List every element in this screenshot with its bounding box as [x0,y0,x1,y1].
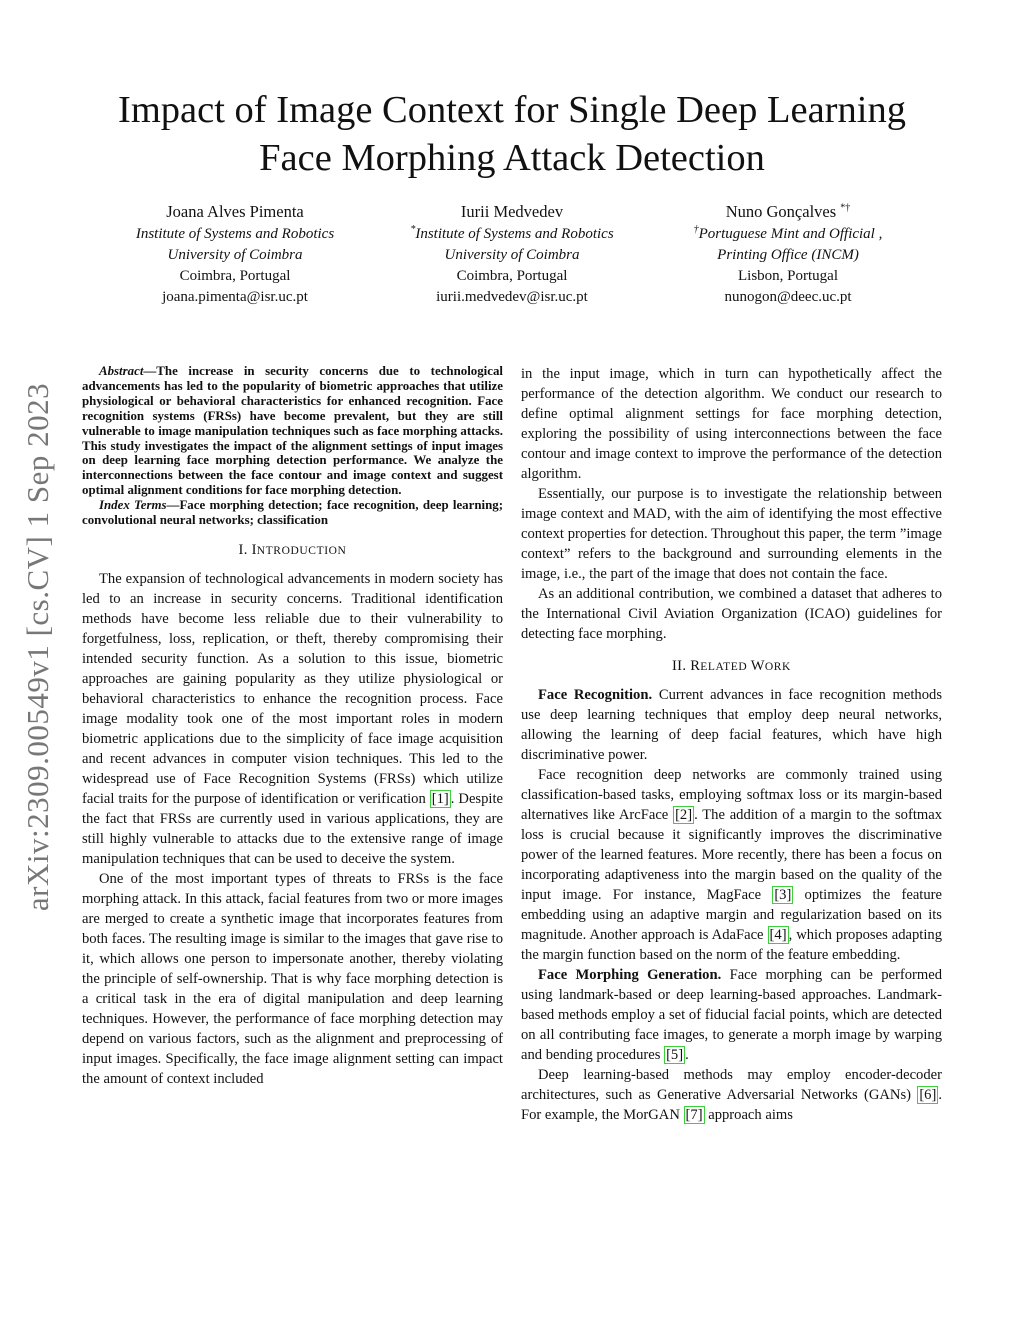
author-university: University of Coimbra [444,247,580,263]
citation-link[interactable]: [5] [666,1047,684,1063]
author-location: Coimbra, Portugal [456,268,568,284]
citation-link[interactable]: [1] [431,790,449,807]
author-university: Printing Office (INCM) [717,247,859,263]
citation-link[interactable]: [3] [774,887,792,903]
author-name: Iurii Medvedev [460,202,564,221]
abstract-label: Abstract [99,364,144,378]
related-face-morphing-generation: Face Morphing Generation. Face morphing can be performed using landmark-based or deep learning-based approaches. Landmark-based methods employ a set of fiducial facial points, which are detected on all contributing face images, to generate a morph image by warping and bending procedures [5] . [521,967,942,1063]
left-column [82,364,503,1089]
author-university: University of Coimbra [167,247,303,263]
related-paragraph-4: Deep learning-based methods may employ encoder-decoder architectures, such as Generative Adversarial Networks (GANs) [6] . For example, the MorGAN [7] approach aims [521,1067,942,1123]
intro-paragraph-4: As an additional contribution, we combined a dataset that adheres to the International Civil Aviation Organization (ICAO) guidelines for detecting face morphing. [521,586,942,642]
section-heading-related-work: II. RELATED WORK [672,658,791,674]
abstract [82,364,503,528]
abstract-text: —The increase in security concerns due to technological advancements has led to the popularity of biometric approaches that utilize physiological or behavioral characteristics for enhanced recognition. Face recognition systems (FRSs) have become prevalent, but they are still vulnerable to image manipulation techniques such as face morphing attacks. This study investigates the impact of the alignment settings of input images on deep learning face morphing detection performance. We analyze the interconnections between the face contour and image context and suggest optimal alignment conditions for face morphing detection. [82,364,503,498]
author-location: Lisbon, Portugal [738,268,838,284]
citation-link[interactable]: [2] [675,807,693,823]
title-line-2: Face Morphing Attack Detection [259,137,765,179]
related-paragraph-2: Face recognition deep networks are commonly trained using classification-based tasks, employing softmax loss or its margin-based alternatives like ArcFace [2] . The addition of a margin to the softmax loss is crucial because it significantly improves the discriminative power of the learned features. More recently, there has been a focus on incorporating adaptiveness into the margin based on the quality of the input image. For instance, MagFace [3] optimizes the feature embedding using an adaptive margin and regularization based on its magnitude. Another approach is AdaFace [4] , which proposes adapting the margin function based on the norm of the feature embedding. [521,767,942,963]
author-name: Nuno Gonçalves *† [725,202,851,221]
intro-paragraph-3: Essentially, our purpose is to investigate the relationship between image context and MAD, with the aim of identifying the most effective context properties for detection. Throughout this paper, the term ”image context” refers to the background and surrounding elements in the image, i.e., the part of the image that does not contain the face. [521,486,942,582]
intro-paragraph-1: The expansion of technological advancements in modern society has led to an increase in security concerns. Traditional identification methods have become less reliable due to their vulnerability to forgetfulness, loss, replication, or theft, thereby compromising their intended security function. As a solution to this issue, biometric approaches are gaining popularity as they utilize physiological or behavioral characteristics to enhance the recognition process. Face image modality took one of the most important roles in modern biometric applications due to the simplicity of face image acquisition and recent advances in computer vision techniques. This led to the widespread use of Face Recognition Systems (FRSs) which utilize facial traits for the purpose of identification or verification [1] . Despite the fact that FRSs are currently used in various applications, they are still highly vulnerable to attacks due to the extensive range of image manipulation techniques that can be used to deceive the system. [82,570,503,867]
citation-link[interactable]: [6] [919,1087,937,1103]
intro-paragraph-2: One of the most important types of threats to FRSs is the face morphing attack. In this attack, facial features from two or more images are merged to create a synthetic image that incorporates features from both faces. The resulting image is similar to the images that gave rise to it, which allows one person to impersonate another, thereby violating the principle of self-ownership. That is why face morphing detection is a critical task in the era of digital manipulation and deep learning techniques. However, the performance of face morphing detection may depend on various factors, such as the alignment and preprocessing of input images. Specifically, the face image alignment setting can impact the amount of context included [82,870,503,1087]
author-affiliation: †Portuguese Mint and Official , [693,224,883,242]
right-column [521,364,942,1125]
author-email: iurii.medvedev@isr.uc.pt [436,289,588,305]
author-email: joana.pimenta@isr.uc.pt [162,289,308,305]
arxiv-id-text: arXiv:2309.00549v1 [cs.CV] 1 Sep 2023 [20,382,56,912]
related-face-recognition: Face Recognition. Current advances in face recognition methods use deep learning techniques that employ deep neural networks, allowing the learning of deep facial features, which have high discriminative power. [521,687,942,763]
author-name: Joana Alves Pimenta [166,202,304,221]
paper-title [60,86,964,182]
author-3 [638,200,938,308]
citation-link[interactable]: [7] [685,1107,703,1123]
author-affiliation: Institute of Systems and Robotics [135,226,335,242]
arxiv-identifier-sidebar [16,362,60,932]
author-2 [362,200,662,308]
title-line-1: Impact of Image Context for Single Deep Learning [118,89,906,131]
index-terms-label: Index Terms [99,498,167,513]
author-email: nunogon@deec.uc.pt [724,289,852,305]
intro-paragraph-2-continued: in the input image, which in turn can hypothetically affect the performance of the detection algorithm. We conduct our research to define optimal alignment settings for face morphing detection, exploring the possibility of using interconnections between the face contour and image context to improve the performance of the detection algorithm. [521,366,942,482]
author-location: Coimbra, Portugal [179,268,291,284]
author-affiliation: *Institute of Systems and Robotics [410,224,614,242]
section-heading-introduction: I. INTRODUCTION [238,541,347,558]
citation-link[interactable]: [4] [769,927,787,943]
index-terms-text: —Face morphing detection; face recognition, deep learning; convolutional neural networks; classification [82,498,503,528]
author-1 [85,200,385,308]
